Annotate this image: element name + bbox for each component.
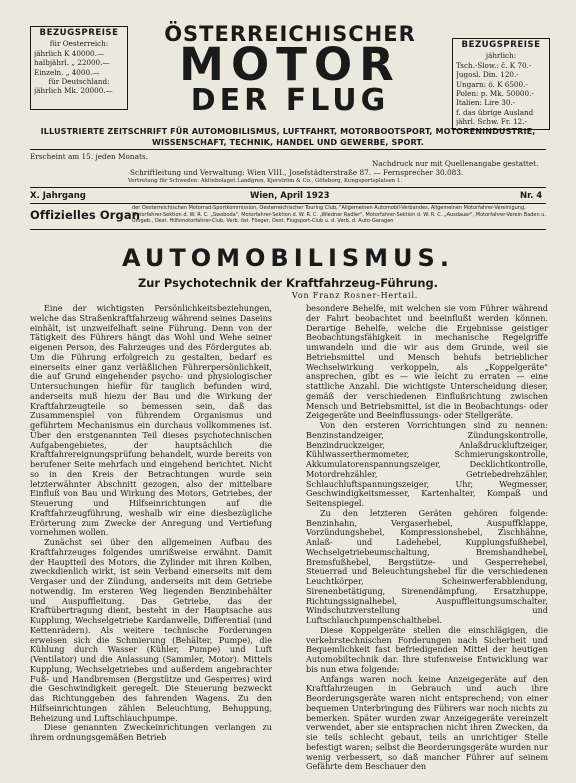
price-line: Tsch.-Slow.: č. K 70.- [456, 60, 532, 70]
organ-associations: der Oesterreichischen Motorrad-Sportkommission, Oesterreichischer Touring Club, "Allgemeinen Automobil-Verbandes, Allgemeinen Motorfahrer-Vereinigung, Motorfahrer-Sektion d. W. R. C. „Swoboda", Motorfahrer-Sektion d. W. R. C. „Wiedner Radler", Motorfahrer-Sektion d. W. R. C. „Ausdauer", Motorfahrer-Verein Baden u. Umgeb., Oest. Hilfsmotorfahrer-Club, Verb. öst. Flieger, Oest. Flugsport-Club u. d. Verb. d. Auto-Garagen [132, 205, 547, 224]
article-paragraph: Diese genannten Zweckeinrichtungen verlangen zu ihrem ordnungsgemäßen Betrieb [30, 722, 272, 742]
masthead-motor: MOTOR [179, 38, 401, 91]
masthead-oesterreichischer: ÖSTERREICHISCHER [164, 22, 416, 46]
price-line: Jugosl. Din. 120.- [456, 70, 519, 80]
divider [30, 187, 546, 188]
issue-date: Wien, April 1923 [250, 191, 330, 201]
erscheint-note: Erscheint am 15. jeden Monats. [30, 152, 148, 161]
article-column-left [30, 304, 272, 743]
price-line: Polen: p. Mk. 50000.- [456, 89, 534, 99]
bezugspreise-title: BEZUGSPREISE [461, 40, 541, 50]
article-column-right [306, 304, 548, 772]
price-line: jährlich K 40000.— [34, 48, 105, 58]
price-line: jährlich: [485, 51, 517, 61]
price-line: halbjährl. „ 22000.— [34, 58, 110, 68]
section-headline: AUTOMOBILISMUS. [122, 244, 454, 272]
bezugspreise-inland-box [30, 26, 128, 110]
price-line: jährlich Mk. 20000.— [34, 86, 113, 96]
issue-number: Nr. 4 [520, 191, 543, 201]
divider [30, 203, 546, 204]
price-line: jährl. Schw. Fr. 12.- [456, 117, 527, 127]
price-line: für Oesterreich: [49, 39, 109, 49]
masthead-der-flug: DER FLUG [190, 83, 390, 118]
bezugspreise-ausland-box [452, 38, 550, 130]
bezugspreise-title: BEZUGSPREISE [39, 28, 119, 38]
article-paragraph: Anfangs waren noch keine Anzeigegeräte auf den Kraftfahrzeugen in Gebrauch und auch ihre Beorderungsgeräte waren nicht entsprechend; von einer bequemen Unterbringung des Führers war noch nichts zu bemerken. Später wurden zwar Anzeigegeräte vereinzelt verwendet, aber sie entsprachen nicht ihren Zwecken, da sie teils schlecht gebaut, teils an unrichtiger Stelle befestigt waren; selbst die Beorderungsgeräte wurden nur wenig verbessert, so daß mancher Führer auf seinem Gefährte dem Beschauer den [306, 673, 548, 772]
offizielles-organ: Offizielles Organ [30, 208, 141, 222]
article-paragraph: besondere Behelfe, mit welchen sie vom Führer während der Fahrt beobachtet und beeinflußt werden können. Derartige Behelfe, welche die Ergebnisse geistiger Beobachtungsfähigkeit in mechanische Regelgriffe umwandeln und die wir aus dem Grunde, weil sie Betriebsmittel und Mensch behufs betrieblicher Wechselwirkung verkoppeln, als „Koppelgeräte" ansprechen, gibt es — wie leicht zu erraten — eine stattliche Anzahl. Die wichtigste Unterscheidung dieser, gemäß der verschiedenen Einflußrichtung zwischen Mensch und Betriebsmittel, ist die in Beobachtungs- oder Zeigegeräte und Beeinflussungs- oder Stellgeräte. [306, 303, 548, 421]
price-line: Ungarn: ö. K 6500.- [456, 79, 528, 89]
vertretung-note: Vertretung für Schweden: Aktiebolaget Landgren, Kjerström & Co., Göteborg, Kungsportsplatsen 1. [128, 178, 403, 184]
article-paragraph: Diese Koppelgeräte stellen die einschlägigen, die verkehrstechnischen Forderungen nach Sicherheit und Bequemlichkeit fast befriedigenden Mittel der heutigen Automobiltechnik dar. Ihre stufenweise Entwicklung war bis nun etwa folgende: [306, 624, 548, 674]
price-line: Italien: Lire 30.- [456, 98, 516, 108]
article-paragraph: Zu den letzteren Geräten gehören folgende: Benzinhahn, Vergaserhebel, Auspuffklappe, Vorzündungshebel, Kompressionshebel, Zischhähne, Anlaß- und Ladehebel, Kupplungsfußhebel, Wechselgetriebeumschaltung, Bremshandhebel, Bremsfußhebel, Bergstütze- und Gesperrehebel, Steuerrad und Beleuchtungshebel für die verschiedenen Leuchtkörper, Scheinwerferabblendung, Sirenenbetätigung, Sirenendämpfung, Ersatzhuppe, Richtungssignalhebel, Auspuffleitungsumschalter, Windschutzverstellung und Luftschlauchpumpenschalthebel. [306, 507, 548, 625]
divider [30, 229, 546, 230]
price-line: Einzeln. „ 4000.— [34, 67, 100, 77]
article-paragraph: Zunächst sei über den allgemeinen Aufbau des Kraftfahrzeuges folgendes umrißweise erwähnt. Damit der Hauptteil des Motors, die Zylinder mit ihren Kolben, zweckdienlich wirkt, ist sein Verband einerseits mit dem Vergaser und der Zündung, anderseits mit dem Getriebe notwendig. Im ersteren Weg liegenden Benzinbehälter und Auspuffleitung. Das Getriebe, das der Kraftübertragung dient, besteht in der Hauptsache aus Kupplung, Wechselgetriebe Kardanwelle, Differential (und Kettenrädern). Als weitere technische Forderungen erweisen sich die Schmierung (Behälter, Pumpe), die Kühlung durch Wasser (Kühler, Pumpe) und Luft (Ventilator) und die Anlassung (Sammler, Motor). Mittels Kupplung, Wechselgetriebes und außerdem angebrachter Fuß- und Handbremsen (Bergstütze und Gesperres) wird die Geschwindigkeit geregelt. Die Steuerung bezweckt das Richtunggeben des fahrenden Wagens. Zu den Hilfseinrichtungen zählen Beleuchtung, Behuppung, Beheizung und Luftschlauchpumpe. [30, 537, 272, 723]
article-title: Zur Psychotechnik der Kraftfahrzeug-Führung. [137, 276, 439, 290]
price-line: f. das übrige Ausland [456, 107, 534, 117]
divider [30, 149, 546, 150]
jahrgang: X. Jahrgang [30, 191, 86, 201]
article-paragraph: Eine der wichtigsten Persönlichkeitsbeziehungen, welche das Straßenkraftfahrzeug während seines Daseins einhält, ist unzweifelhaft seine Führung. Denn von der Tätigkeit des Führers hängt das Wohl und Wehe seiner eigenen Person, des Fahrzeuges und des Fördergutes ab. Um die Führung erfolgreich zu gestalten, bedarf es einerseits einer ganz verläßlichen Führerpersönlichkeit, die auf Grund eingehender psycho- und physiologischer Untersuchungen hiefür für tauglich befunden wird, anderseits muß hiezu der Bau und die Wirkung der Kraftfahrzeugteile so bemessen sein, daß das Zusammenspiel von führendem Organismus und geführtem Mechanismus ein durchaus vollkommenes ist. Über den erstgenannten Teil dieses psychotechnischen Aufgabengebietes, der hauptsächlich die Kraftfahrereignungsprüfung behandelt, wurde bereits von berufener Seite mehrfach und eingehend berichtet. Nicht so in den Kreis der Betrachtungen wurde sein letzterwähnter Abschnitt gezogen, also der mittelbare Einfluß von Bau und Wirkung des Motors, Getriebes, der Steuerung und Hilfseinrichtungen auf die Kraftfahrzeugführung, weshalb wir eine diesbezügliche Erörterung zum Zwecke der Anregung und Vertiefung vornehmen wollen. [30, 303, 272, 538]
price-line: für Deutschland: [48, 77, 110, 87]
article-paragraph: Von den ersteren Vorrichtungen sind zu nennen: Benzinstandzeiger, Zündungskontrolle, Benzindruckzeiger, Anlaßdruckluftzeiger, Kühlwasserthermometer, Schmierungskontrolle, Akkumulatorenspannungszeiger, Decklichtkontrolle, Motordrehzähler, Getriebedrehzähler, Schlauchluftspannungszeiger, Uhr, Wegmesser, Geschwindigkeitsmesser, Kartenhalter, Kompaß und Seitenspiegel. [306, 420, 548, 508]
schriftleitung-note: Schriftleitung und Verwaltung: Wien VIII., Josefstädterstraße 87. — Fernsprecher 30.083. [130, 168, 464, 177]
nachdruck-note: Nachdruck nur mit Quellenangabe gestattet. [372, 159, 539, 168]
masthead-subtitle: ILLUSTRIERTE ZEITSCHRIFT FÜR AUTOMOBILISMUS, LUFTFAHRT, MOTORBOOTSPORT, MOTORENINDUSTRIE, WISSENSCHAFT, TECHNIK, HANDEL UND GEWERBE, SPORT. [40, 126, 536, 147]
article-author: Von Franz Rosner-Hertail. [292, 291, 419, 300]
